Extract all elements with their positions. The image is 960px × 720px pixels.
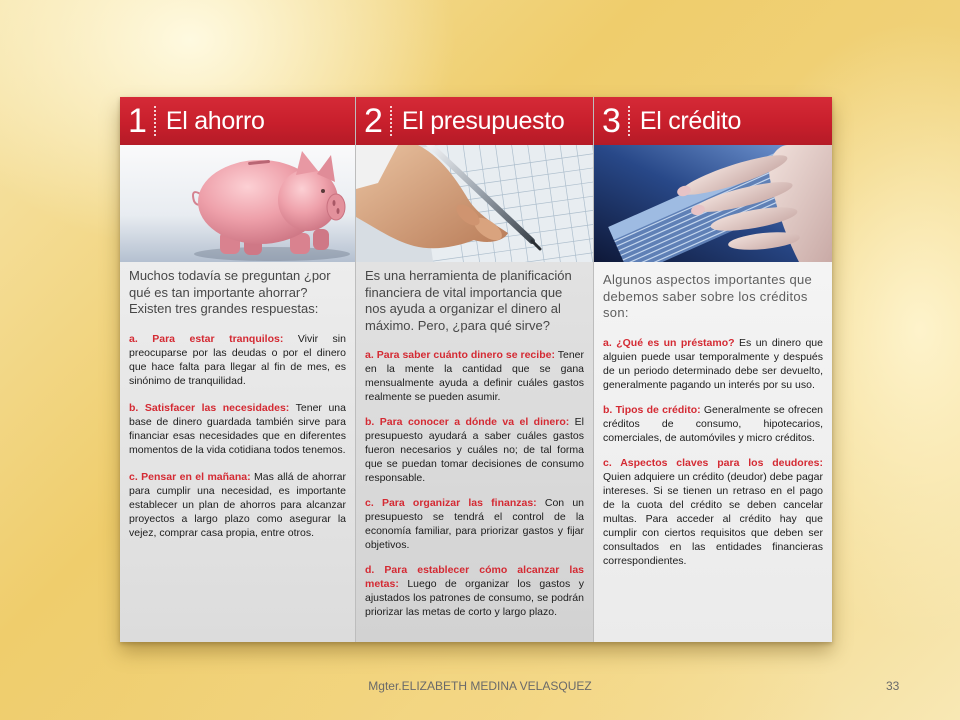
column-credito (594, 97, 832, 642)
hand-writing-image (356, 145, 593, 262)
list-item (129, 401, 346, 457)
item-text: Tener en la mente la cantidad que se gana mensualmente ayuda a definir cuáles gastos realmente se pueden asumir. (365, 349, 584, 403)
item-text: Tener una base de dinero guardada también sirve para financiar esas necesidades que en diferentes momentos de la vida cotidiana todos tenemos. (129, 401, 346, 456)
list-item (365, 415, 584, 485)
header-divider (628, 106, 630, 136)
header-divider (390, 106, 392, 136)
list-item (365, 496, 584, 552)
header-divider (154, 106, 156, 136)
list-item (365, 563, 584, 619)
brochure-panel (120, 97, 832, 642)
slide-page-number: 33 (886, 679, 900, 693)
list-item (603, 336, 823, 392)
item-text: Quien adquiere un crédito (deudor) debe pagar intereses. Si se tienen un retraso en el pago de la cuota del crédito se deben cancelar multas. Para acceder al crédito hay que cumplir con ciertos requisitos que deben ser consultados en las entidades financieras correspondientes. (603, 470, 823, 567)
money-hand-icon (594, 145, 832, 262)
item-text: Vivir sin preocuparse por las deudas o por el dinero que hace falta para llegar al fin de mes, es sinónimo de tranquilidad. (129, 332, 346, 387)
piggy-bank-icon (120, 145, 355, 262)
item-label: c. Aspectos claves para los deudores: (603, 456, 823, 469)
item-text: Generalmente se ofrecen créditos de consumo, hipotecarios, comerciales, de automóviles y micro créditos. (603, 403, 824, 444)
item-label: a. Para saber cuánto dinero se recibe: (365, 349, 555, 361)
list-item (603, 403, 823, 445)
item-label: b. Satisfacer las necesidades: (129, 401, 290, 414)
list-item (129, 470, 346, 540)
item-text: Con un presupuesto se tendrá el control de la economía familiar, para priorizar gastos y fijar objetivos. (365, 497, 585, 551)
column-text (356, 262, 593, 642)
item-label: a. Para estar tranquilos: (129, 332, 284, 345)
column-number: 3 (602, 102, 621, 140)
column-number: 1 (128, 102, 147, 140)
column-intro: Algunos aspectos importantes que debemos saber sobre los créditos son: (603, 272, 813, 320)
column-header (120, 97, 355, 145)
list-item (365, 348, 584, 404)
column-number: 2 (364, 102, 383, 140)
slide-footer-author: Mgter.ELIZABETH MEDINA VELASQUEZ (368, 679, 592, 693)
item-text: El presupuesto ayudará a saber cuáles gastos fueron necesarios y cuáles no; de tal forma que se puedan tomar decisiones de consumo responsable. (365, 416, 584, 484)
item-label: d. Para establecer cómo alcanzar las metas: (365, 564, 584, 590)
item-label: c. Pensar en el mañana: (129, 470, 251, 483)
piggy-bank-image (120, 145, 355, 262)
item-text: Mas allá de ahorrar para cumplir una necesidad, es importante establecer un plan de ahorros para alcanzar proyectos a largo plazo como asegurar la vejez, comprar casa propia, entre otros. (129, 470, 346, 539)
item-label: c. Para organizar las finanzas: (365, 497, 537, 509)
column-title: El crédito (639, 106, 742, 135)
column-presupuesto (356, 97, 593, 642)
item-text: Luego de organizar los gastos y ajustados los patrones de consumo, se podrán priorizar las metas de corto y largo plazo. (365, 578, 584, 618)
column-title: El presupuesto (401, 106, 565, 135)
column-header (594, 97, 832, 145)
column-text (120, 262, 355, 642)
column-intro: Muchos todavía se preguntan ¿por qué es tan importante ahorrar? Existen tres grandes respuestas: (129, 268, 331, 316)
item-label: b. Tipos de crédito: (603, 403, 701, 416)
column-header (356, 97, 593, 145)
money-hand-image (594, 145, 832, 262)
column-intro: Es una herramienta de planificación financiera de vital importancia que nos ayuda a organizar el dinero al máximo. Pero, ¿para qué sirve? (365, 268, 572, 333)
hand-writing-icon (356, 145, 593, 262)
item-text: Es un dinero que alguien puede usar temporalmente y después de un periodo determinado debe ser devuelto, generalmente pagando un interés por su uso. (603, 336, 823, 391)
list-item (129, 332, 346, 388)
column-ahorro (120, 97, 355, 642)
item-label: b. Para conocer a dónde va el dinero: (365, 416, 570, 428)
list-item (603, 456, 823, 568)
column-text (594, 262, 832, 642)
column-title: El ahorro (165, 106, 265, 135)
item-label: a. ¿Qué es un préstamo? (603, 336, 735, 349)
